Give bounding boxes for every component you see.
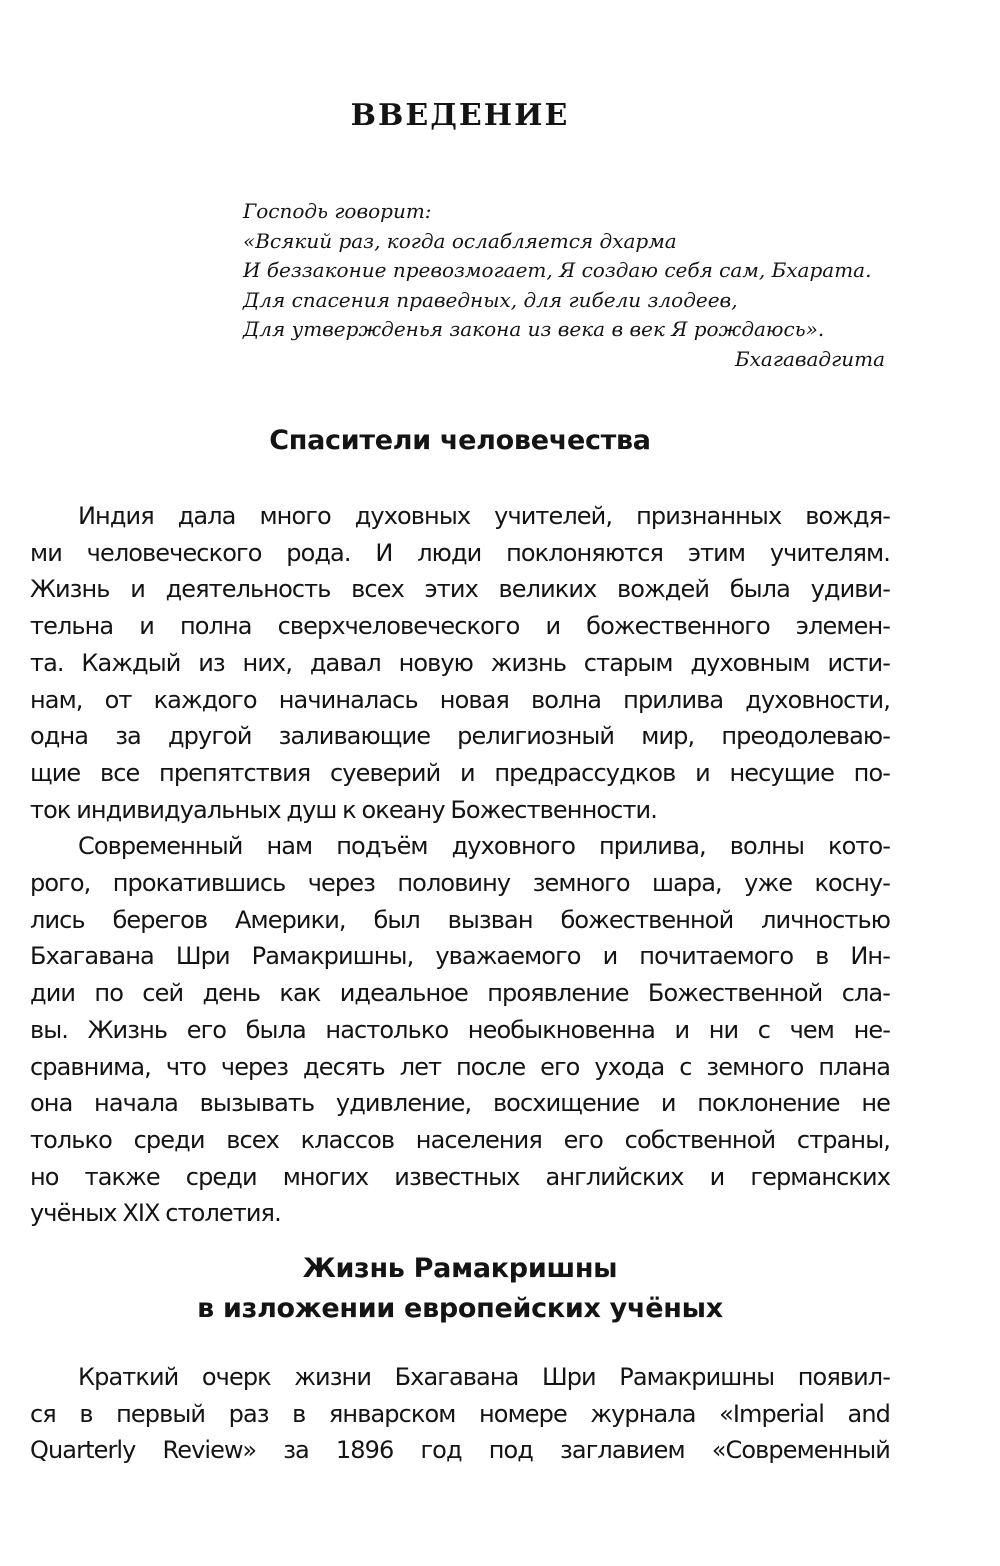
section-body-life-ramakrishna xyxy=(30,1359,890,1469)
epigraph-line: Господь говорит: xyxy=(243,199,432,223)
paragraph xyxy=(30,828,890,1232)
text-line: Современный нам подъём духовного прилива, волны кото- xyxy=(78,832,890,861)
text-line: но также среди многих известных английских и германских xyxy=(30,1162,890,1191)
text-line: она начала вызывать удивление, восхищение и поклонение не xyxy=(30,1089,890,1118)
section-heading-life-ramakrishna xyxy=(0,1249,920,1329)
text-line: учёных XIX столетия. xyxy=(30,1199,281,1228)
section-heading-line: Жизнь Рамакришны xyxy=(302,1253,618,1284)
epigraph-line: Для утвержденья закона из века в век Я рождаюсь». xyxy=(243,317,825,341)
text-line: нам, от каждого начиналась новая волна прилива духовности, xyxy=(30,685,890,714)
text-line: Индия дала много духовных учителей, признанных вождя- xyxy=(78,502,890,530)
text-line: та. Каждый из них, давал новую жизнь старым духовным исти- xyxy=(30,648,890,677)
section-heading-line: Спасители человечества xyxy=(269,425,651,456)
epigraph-line: И беззаконие превозмогает, Я создаю себя сам, Бхарата. xyxy=(243,258,872,282)
epigraph xyxy=(243,197,893,374)
epigraph-source: Бхагавадгита xyxy=(734,346,885,371)
text-line: лись берегов Америки, был вызван божественной личностью xyxy=(30,905,890,934)
text-line: только среди всех классов населения его собственной страны, xyxy=(30,1125,890,1154)
text-line: дии по сей день как идеальное проявление Божественной сла- xyxy=(30,979,890,1008)
text-line: ток индивидуальных душ к океану Божественности. xyxy=(30,795,657,824)
text-line: рого, прокатившись через половину земного шара, уже косну- xyxy=(30,869,890,898)
text-line: Бхагавана Шри Рамакришны, уважаемого и почитаемого в Ин- xyxy=(30,942,890,971)
text-line: Quarterly Review» за 1896 год под заглавием «Современный xyxy=(30,1436,890,1465)
paragraph xyxy=(30,498,890,828)
section-body-saviors xyxy=(30,498,890,1232)
text-line: Краткий очерк жизни Бхагавана Шри Рамакришны появил- xyxy=(78,1363,890,1391)
text-line: одна за другой заливающие религиозный мир, преодолеваю- xyxy=(30,722,890,751)
text-line: сравнима, что через десять лет после его ухода с земного плана xyxy=(30,1052,890,1081)
text-line: щие все препятствия суеверий и предрассудков и несущие по- xyxy=(30,758,890,787)
text-line: Жизнь и деятельность всех этих великих вождей была удиви- xyxy=(30,575,890,604)
paragraph xyxy=(30,1359,890,1469)
text-line: тельна и полна сверхчеловеческого и божественного элемен- xyxy=(30,612,890,641)
text-line: ся в первый раз в январском номере журнала «Imperial and xyxy=(30,1399,890,1428)
text-line: ми человеческого рода. И люди поклоняются этим учителям. xyxy=(30,538,890,567)
epigraph-line: Для спасения праведных, для гибели злодеев, xyxy=(243,287,738,312)
text-line: вы. Жизнь его была настолько необыкновенна и ни с чем не- xyxy=(30,1015,890,1044)
epigraph-line: «Всякий раз, когда ослабляется дхарма xyxy=(243,228,677,253)
chapter-title: ВВЕДЕНИЕ xyxy=(350,98,570,133)
section-heading-line: в изложении европейских учёных xyxy=(197,1293,723,1324)
section-heading-saviors xyxy=(0,421,920,461)
